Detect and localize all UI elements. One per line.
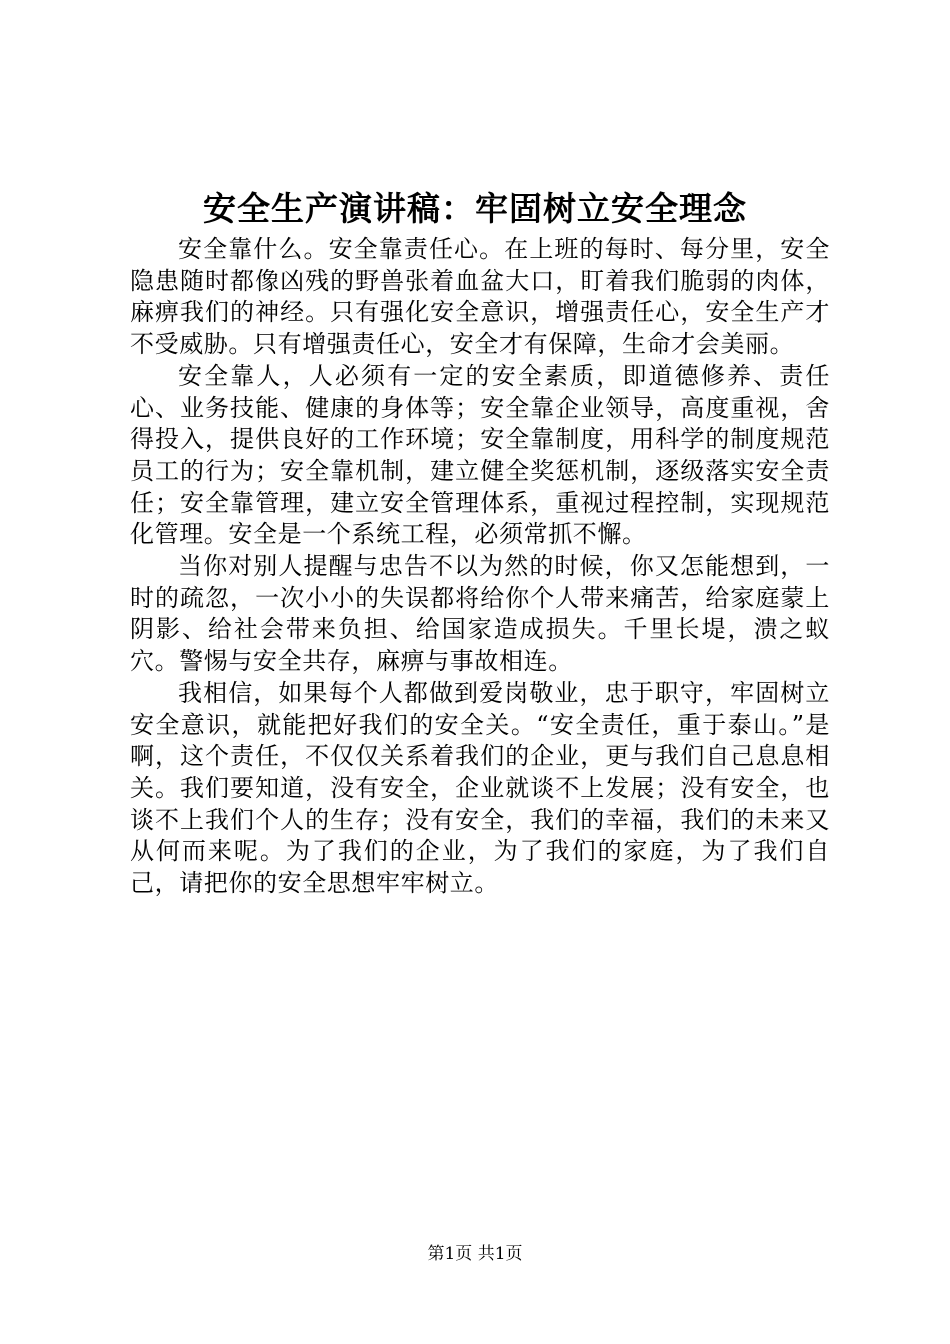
paragraph-1: 安全靠什么。安全靠责任心。在上班的每时、每分里，安全隐患随时都像凶残的野兽张着血盆大口，盯着我们脆弱的肉体，麻痹我们的神经。只有强化安全意识，增强责任心，安全生产才不受威胁。只有增强责任心，安全才有保障，生命才会美丽。 (130, 235, 830, 359)
paragraph-4: 我相信，如果每个人都做到爱岗敬业，忠于职守，牢固树立安全意识，就能把好我们的安全关。“安全责任，重于泰山。”是啊，这个责任，不仅仅关系着我们的企业，更与我们自己息息相关。我们要知道，没有安全，企业就谈不上发展；没有安全，也谈不上我们个人的生存；没有安全，我们的幸福，我们的未来又从何而来呢。为了我们的企业，为了我们的家庭，为了我们自己，请把你的安全思想牢牢树立。 (130, 678, 830, 898)
paragraph-3: 当你对别人提醒与忠告不以为然的时候，你又怎能想到，一时的疏忽，一次小小的失误都将给你个人带来痛苦，给家庭蒙上阴影、给社会带来负担、给国家造成损失。千里长堤，溃之蚁穴。警惕与安全共存，麻痹与事故相连。 (130, 552, 830, 676)
document-body (130, 234, 830, 900)
paragraph-2: 安全靠人，人必须有一定的安全素质，即道德修养、责任心、业务技能、健康的身体等；安全靠企业领导，高度重视，舍得投入，提供良好的工作环境；安全靠制度，用科学的制度规范员工的行为；安全靠机制，建立健全奖惩机制，逐级落实安全责任；安全靠管理，建立安全管理体系，重视过程控制，实现规范化管理。安全是一个系统工程，必须常抓不懈。 (130, 361, 830, 549)
page-number-footer: 第1页 共1页 (427, 1244, 523, 1264)
document-title: 安全生产演讲稿：牢固树立安全理念 (203, 189, 747, 228)
